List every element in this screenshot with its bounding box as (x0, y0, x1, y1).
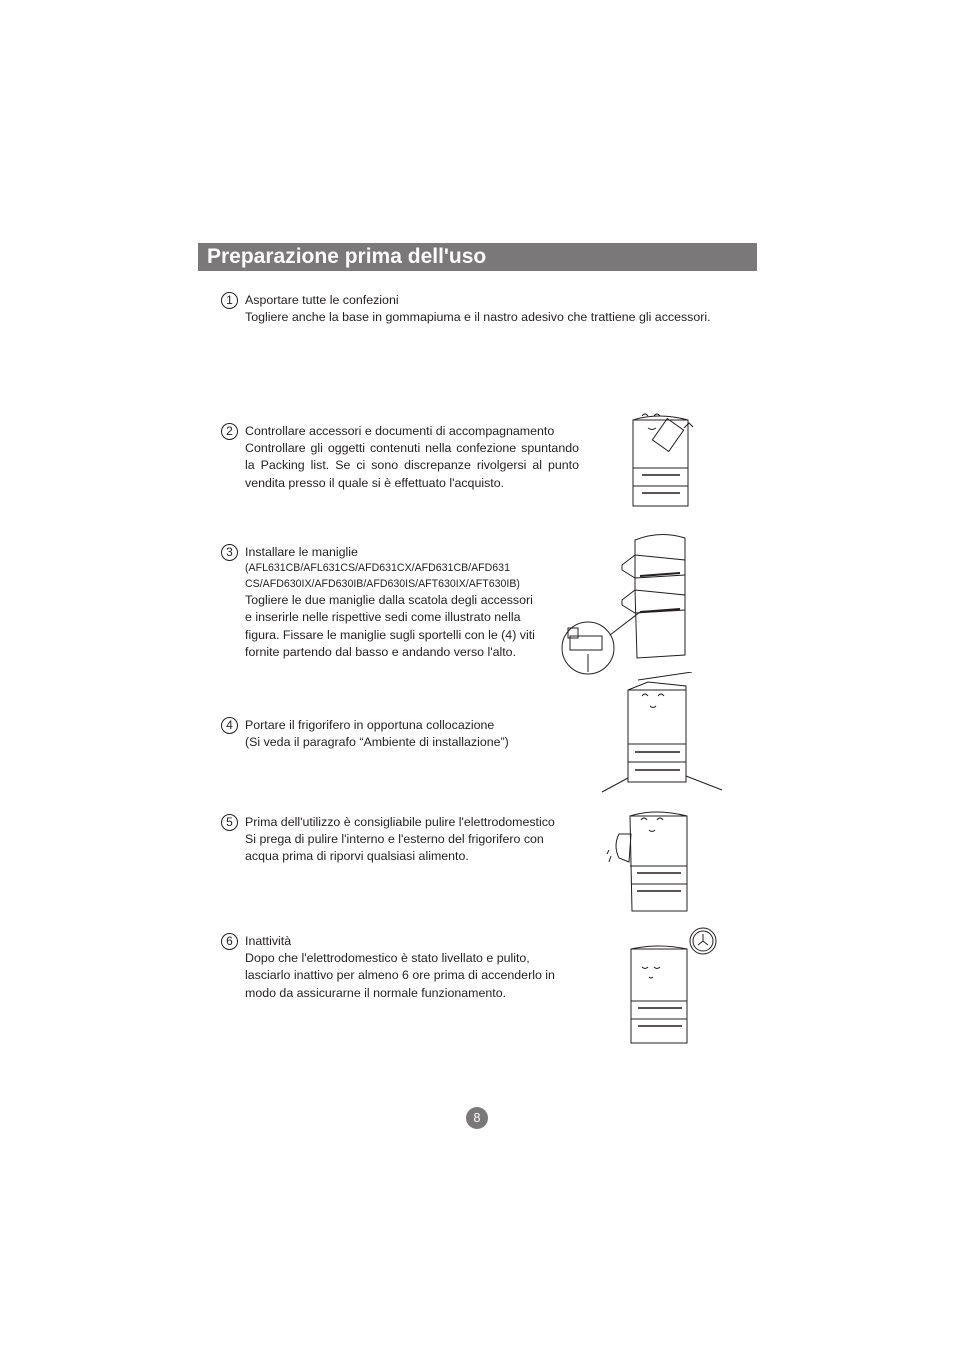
model-list-line: (AFL631CB/AFL631CS/AFD631CX/AFD631CB/AFD631 (245, 562, 510, 575)
step-heading: Controllare accessori e documenti di accompagnamento (245, 424, 555, 438)
step-number: 3 (221, 544, 238, 561)
step-number: 4 (221, 717, 238, 734)
step-number: 1 (221, 292, 238, 309)
step-body: Controllare gli oggetti contenuti nella confezione spuntando la Packing list. Se ci sono discrepanze rivolgersi al punto vendita presso il quale si è effettuato l'acquisto. (245, 441, 579, 490)
model-list-line: CS/AFD630IX/AFD630IB/AFD630IS/AFT630IX/AFT630IB) (245, 577, 520, 590)
section-title-bar (198, 243, 757, 271)
handle-installation-illustration (560, 530, 695, 678)
page-number: 8 (466, 1107, 488, 1129)
step-heading: Inattività (245, 934, 292, 948)
step-body: (Si veda il paragrafo “Ambiente di installazione”) (245, 735, 509, 750)
step-text (245, 292, 711, 326)
page-title: Preparazione prima dell'uso (207, 245, 487, 268)
step-body: Togliere anche la base in gommapiuma e il nastro adesivo che trattiene gli accessori. (245, 310, 711, 325)
step-3 (221, 544, 541, 684)
step-text (245, 814, 571, 866)
step-4 (221, 717, 541, 757)
step-heading: Asportare tutte le confezioni (245, 293, 399, 307)
step-1 (221, 292, 711, 352)
step-body: Togliere le due maniglie dalla scatola degli accessori e inserirle nelle rispettive sedi come illustrato nella figura. Fissare le maniglie sugli sportelli con le (4) viti fornite partendo dal basso e andando verso l'alto. (245, 593, 535, 659)
fridge-placement-illustration (598, 672, 726, 797)
step-heading: Portare il frigorifero in opportuna collocazione (245, 718, 495, 732)
step-text (245, 933, 571, 1002)
step-6 (221, 933, 571, 1008)
step-5 (221, 814, 571, 874)
step-text (245, 423, 579, 492)
step-number: 2 (221, 423, 238, 440)
step-number: 6 (221, 933, 238, 950)
step-heading: Prima dell'utilizzo è consigliabile pulire l'elettrodomestico (245, 815, 555, 829)
step-body: Dopo che l'elettrodomestico è stato livellato e pulito, lasciarlo inattivo per almeno 6 ore prima di accenderlo in modo da assicurarne il normale funzionamento. (245, 951, 555, 1000)
fridge-checklist-illustration (628, 408, 698, 513)
step-text (245, 544, 537, 661)
fridge-cleaning-illustration (605, 806, 693, 916)
step-body: Si prega di pulire l'interno e l'esterno del frigorifero con acqua prima di riporvi qualsiasi alimento. (245, 832, 544, 864)
step-2 (221, 423, 581, 513)
step-number: 5 (221, 814, 238, 831)
step-heading: Installare le maniglie (245, 545, 358, 559)
fridge-resting-illustration (624, 925, 719, 1047)
step-text (245, 717, 541, 751)
